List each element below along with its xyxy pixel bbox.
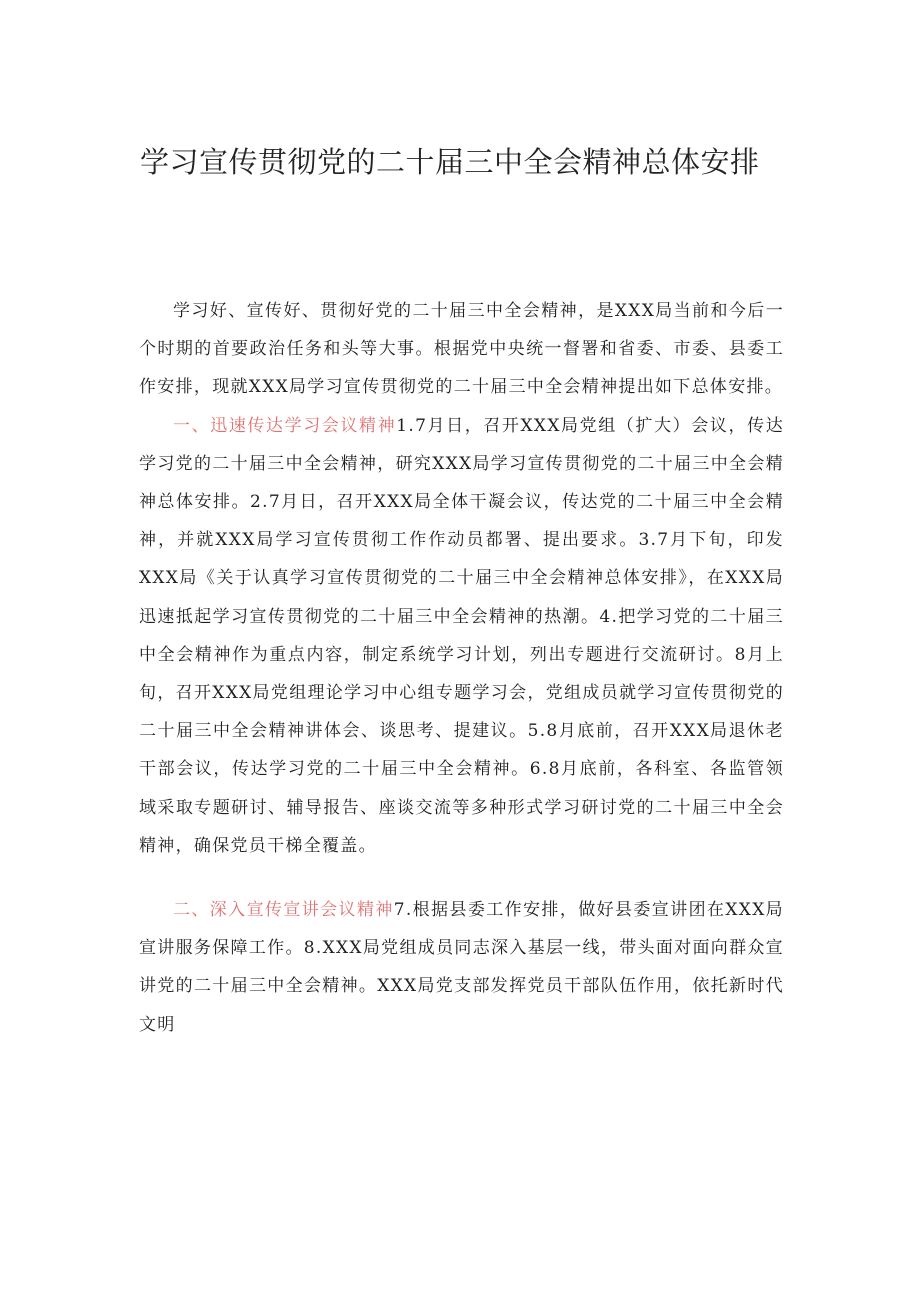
document-title: 学习宣传贯彻党的二十届三中全会精神总体安排 bbox=[140, 145, 760, 179]
document-body bbox=[139, 292, 784, 1044]
section-1-paragraph bbox=[139, 407, 784, 865]
intro-paragraph: 学习好、宣传好、贯彻好党的二十届三中全会精神，是XXX局当前和今后一个时期的首要政治任务和头等大事。根据党中央统一督署和省委、市委、县委工作安排，现就XXX局学习宣传贯彻党的二十届三中全会精神提出如下总体安排。 bbox=[139, 301, 784, 398]
section-gap bbox=[139, 865, 784, 891]
section-1-text: 1.7月日，召开XXX局党组（扩大）会议，传达学习党的二十届三中全会精神，研究XXX局学习宣传贯彻党的二十届三中全会精神总体安排。2.7月日，召开XXX局全体干凝会议，传达党的二十届三中全会精神，并就XXX局学习宣传贯彻工作作动员都署、提出要求。3.7月下旬，印发XXX局《关于认真学习宣传贯彻党的二十届三中全会精神总体安排》，在XXX局迅速抵起学习宣传贯彻党的二十届三中全会精神的热潮。4.把学习党的二十届三中全会精神作为重点内容，制定系统学习计划，列出专题进行交流研讨。8月上旬，召开XXX局党组理论学习中心组专题学习会，党组成员就学习宣传贯彻党的二十届三中全会精神讲体会、谈思考、提建议。5.8月底前，召开XXX局退休老干部会议，传达学习党的二十届三中全会精神。6.8月底前，各科室、各监管领域采取专题研讨、辅导报告、座谈交流等多种形式学习研讨党的二十届三中全会精神，确保党员干梯全覆盖。 bbox=[139, 415, 784, 856]
section-1-heading: 一、迅速传达学习会议精神 bbox=[173, 415, 397, 436]
section-2-text: 7.根据县委工作安排，做好县委宣讲团在XXX局宣讲服务保障工作。8.XXX局党组成员同志深入基层一线，带头面对面向群众宣讲党的二十届三中全会精神。XXX局党支部发挥党员干部队伍作用，依托新时代文明 bbox=[139, 900, 784, 1035]
section-2-heading: 二、深入宣传宣讲会议精神 bbox=[173, 900, 394, 921]
section-2-paragraph bbox=[139, 891, 784, 1044]
